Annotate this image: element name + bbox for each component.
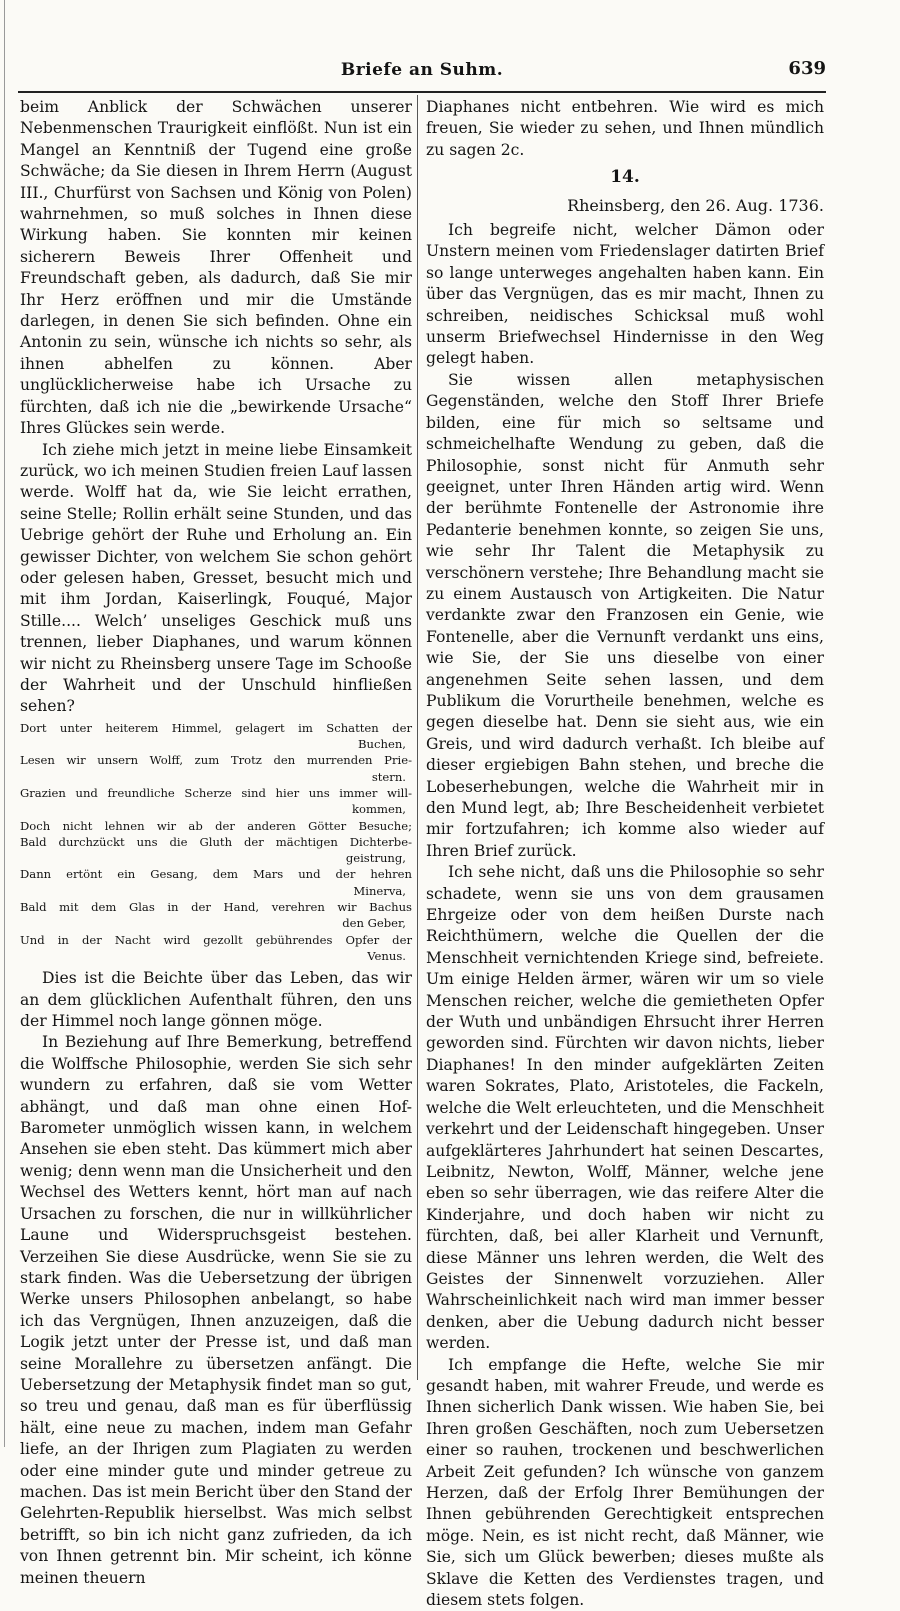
- poem-line-continuation: stern.: [371, 769, 406, 784]
- poem-line-continuation: Minerva,: [353, 883, 406, 898]
- page-header: [18, 58, 826, 88]
- poem-line-text: Bald mit dem Glas in der Hand, verehren wir Bachus: [20, 900, 412, 915]
- running-title: Briefe an Suhm.: [340, 60, 504, 80]
- paragraph: beim Anblick der Schwächen unserer Nebenmenschen Traurigkeit einflößt. Nun ist ein Mangel an Kenntniß der Tugend eine große Schwäche; da Sie diesen in Ihrem Herrn (August III., Churfürst von Sachsen und König von Polen) wahrnehmen, so muß solches in Ihnen diese Wirkung haben. Sie konnten mir keinen sicherern Beweis Ihrer Offenheit und Freundschaft geben, als dadurch, daß Sie mir Ihr Herz eröffnen und mir die Umstände darlegen, in denen Sie sich befinden. Ohne ein Antonin zu sein, wünsche ich nichts so sehr, als ihnen abhelfen zu können. Aber unglücklicherweise habe ich Ursache zu fürchten, daß ich nie die „bewirkende Ursache“ Ihres Glückes sein werde.: [20, 98, 412, 438]
- poem-line: [20, 899, 412, 932]
- poem-line-text: Und in der Nacht wird gezollt gebührendes Opfer der: [20, 932, 412, 947]
- paragraph: In Beziehung auf Ihre Bemerkung, betreffend die Wolffsche Philosophie, werden Sie sich sehr wundern zu erfahren, daß sie vom Wetter abhängt, und daß man ohne einen Hof-Barometer unmöglich wissen kann, in welchem Ansehen sie eben steht. Das kümmert mich aber wenig; denn wenn man die Unsicherheit und den Wechsel des Wetters kennt, hört man auf nach Ursachen zu forschen, die nur in willkührlicher Laune und Widerspruchsgeist bestehen. Verzeihen Sie diese Ausdrücke, wenn Sie sie zu stark finden. Was die Uebersetzung der übrigen Werke unsers Philosophen anbelangt, so habe ich das Vergnügen, Ihnen anzuzeigen, daß die Logik jetzt unter der Presse ist, und daß man seine Morallehre zu übersetzen anfängt. Die Uebersetzung der Metaphysik findet man so gut, so treu und genau, daß man es für überflüssig hält, eine neue zu machen, indem man Gefahr liefe, an der Ihrigen zum Plagiaten zu werden oder eine minder gute und minder getreue zu machen. Das ist mein Bericht über den Stand der Gelehrten-Republik hierselbst. Was mich selbst betrifft, so bin ich nicht ganz zufrieden, da ich von Ihnen getrennt bin. Mir scheint, ich könne meinen theuern: [20, 1033, 412, 1587]
- right-column: [426, 97, 824, 1611]
- poem-line-continuation: den Geber,: [342, 916, 406, 931]
- poem-line-text: Grazien und freundliche Scherze sind hier uns immer will-: [20, 785, 412, 800]
- poem: [20, 720, 412, 964]
- poem-line-text: Lesen wir unsern Wolff, zum Trotz den murrenden Prie-: [20, 753, 412, 768]
- poem-line: [20, 866, 412, 899]
- paragraph: Ich ziehe mich jetzt in meine liebe Einsamkeit zurück, wo ich meinen Studien freien Lauf lassen werde. Wolff hat da, wie Sie leicht errathen, seine Stelle; Rollin erhält seine Stunden, und das Uebrige gehört der Ruhe und Erholung an. Ein gewisser Dichter, von welchem Sie schon gehört oder gelesen haben, Gresset, besucht mich und mit ihm Jordan, Kaiserlingk, Fouqué, Major Stille.... Welch’ unseliges Geschick muß uns trennen, lieber Diaphanes, und warum können wir nicht zu Rheinsberg unsere Tage im Schooße der Wahrheit und der Unschuld hinfließen sehen?: [20, 440, 412, 716]
- column-divider: [417, 95, 418, 1380]
- poem-line: [20, 785, 412, 818]
- paragraph: Ich empfange die Hefte, welche Sie mir gesandt haben, mit wahrer Freude, und werde es Ihnen sicherlich Dank wissen. Wie haben Sie, bei Ihren großen Geschäften, noch zum Uebersetzen einer so rauhen, trockenen und beschwerlichen Arbeit Zeit gefunden? Ich wünsche von ganzem Herzen, daß der Erfolg Ihrer Bemühungen der Ihnen gebührenden Gerechtigkeit entsprechen möge. Nein, es ist nicht recht, daß Männer, wie Sie, sich um Glück bewerben; dieses mußte als Sklave die Ketten des Verdienstes tragen, und diesem stets folgen.: [426, 1355, 824, 1610]
- page-edge-line: [4, 0, 5, 1447]
- poem-line-continuation: kommen,: [351, 802, 406, 817]
- paragraph: Dies ist die Beichte über das Leben, das wir an dem glücklichen Aufenthalt führen, den uns der Himmel noch lange gönnen möge.: [20, 969, 412, 1031]
- poem-line-text: Doch nicht lehnen wir ab der anderen Götter Besuche;: [20, 818, 412, 833]
- header-rule: [18, 91, 826, 93]
- poem-line-continuation: Buchen,: [358, 737, 406, 752]
- poem-line-continuation: geistrung,: [345, 851, 406, 866]
- dateline: Rheinsberg, den 26. Aug. 1736.: [567, 195, 824, 215]
- paragraph: Ich sehe nicht, daß uns die Philosophie so sehr schadete, wenn sie uns von dem grausamen Ehrgeize oder von dem heißen Durste nach Reichthümern, welche die Quellen der die Menschheit vernichtenden Kriege sind, befreiete. Um einige Helden ärmer, wären wir um so viele Menschen reicher, welche die gemietheten Opfer der Wuth und unbändigen Ehrsucht ihrer Herren geworden sind. Fürchten wir davon nichts, lieber Diaphanes! In den minder aufgeklärten Zeiten waren Sokrates, Plato, Aristoteles, die Fackeln, welche die Welt erleuchteten, und die Menschheit verkehrt und der Leidenschaft hingegeben. Unser aufgeklärteres Jahrhundert hat seinen Descartes, Leibnitz, Newton, Wolff, Männer, welche jene eben so sehr überragen, wie das reifere Alter die Kinderjahre, und doch haben wir nicht zu fürchten, daß, bei aller Klarheit und Vernunft, diese Männer uns lehren werden, die Welt des Geistes der Sinnenwelt vorzuziehen. Aller Wahrscheinlichkeit nach wird man immer besser denken, aber die Uebung dadurch nicht besser werden.: [426, 863, 824, 1353]
- paragraph: Ich begreife nicht, welcher Dämon oder Unstern meinen vom Friedenslager datirten Brief so lange unterweges angehalten haben kann. Ein über das Vergnügen, das es mir macht, Ihnen zu schreiben, neidisches Schicksal muß wohl unserm Briefwechsel Hindernisse in den Weg gelegt haben.: [426, 221, 824, 368]
- poem-line: [20, 932, 412, 965]
- paragraph: Sie wissen allen metaphysischen Gegenständen, welche den Stoff Ihrer Briefe bilden, eine für mich so seltsame und schmeichelhafte Wendung zu geben, daß die Philosophie, sonst nicht für Anmuth sehr geeignet, unter Ihren Händen artig wird. Wenn der berühmte Fontenelle der Astronomie ihre Pedanterie benehmen konnte, so zeigen Sie uns, wie sehr Ihr Talent die Metaphysik zu verschönern verstehe; Ihre Behandlung macht sie zu einem Austausch von Artigkeiten. Die Natur verdankte zwar den Franzosen ein Genie, wie Fontenelle, aber die Vernunft verdankt uns eins, wie Sie, der Sie uns dieselbe von einer angenehmen Seite sehen lassen, und dem Publikum die Vorurtheile benehmen, welche es gegen dieselbe hat. Denn sie sieht aus, wie ein Greis, und wird dadurch verhaßt. Ich bleibe auf dieser ergiebigen Bahn stehen, und breche die Lobeserhebungen, welche die Wahrheit mir in den Mund legt, ab; Ihre Bescheidenheit verbietet mir fortzufahren; ich komme also wieder auf Ihren Brief zurück.: [426, 370, 824, 860]
- poem-line: [20, 834, 412, 867]
- page-number: 639: [788, 58, 826, 79]
- letter-number: 14.: [610, 167, 640, 188]
- left-column: [20, 97, 412, 1589]
- poem-line: [20, 720, 412, 753]
- poem-line: [20, 818, 412, 834]
- paragraph: Diaphanes nicht entbehren. Wie wird es mich freuen, Sie wieder zu sehen, und Ihnen mündlich zu sagen 2c.: [426, 98, 824, 159]
- poem-line-continuation: Venus.: [367, 948, 406, 963]
- poem-line-text: Dort unter heiterem Himmel, gelagert im Schatten der: [20, 720, 412, 735]
- poem-line-text: Bald durchzückt uns die Gluth der mächtigen Dichterbe-: [20, 834, 412, 849]
- poem-line-text: Dann ertönt ein Gesang, dem Mars und der hehren: [20, 867, 412, 882]
- poem-line: [20, 752, 412, 785]
